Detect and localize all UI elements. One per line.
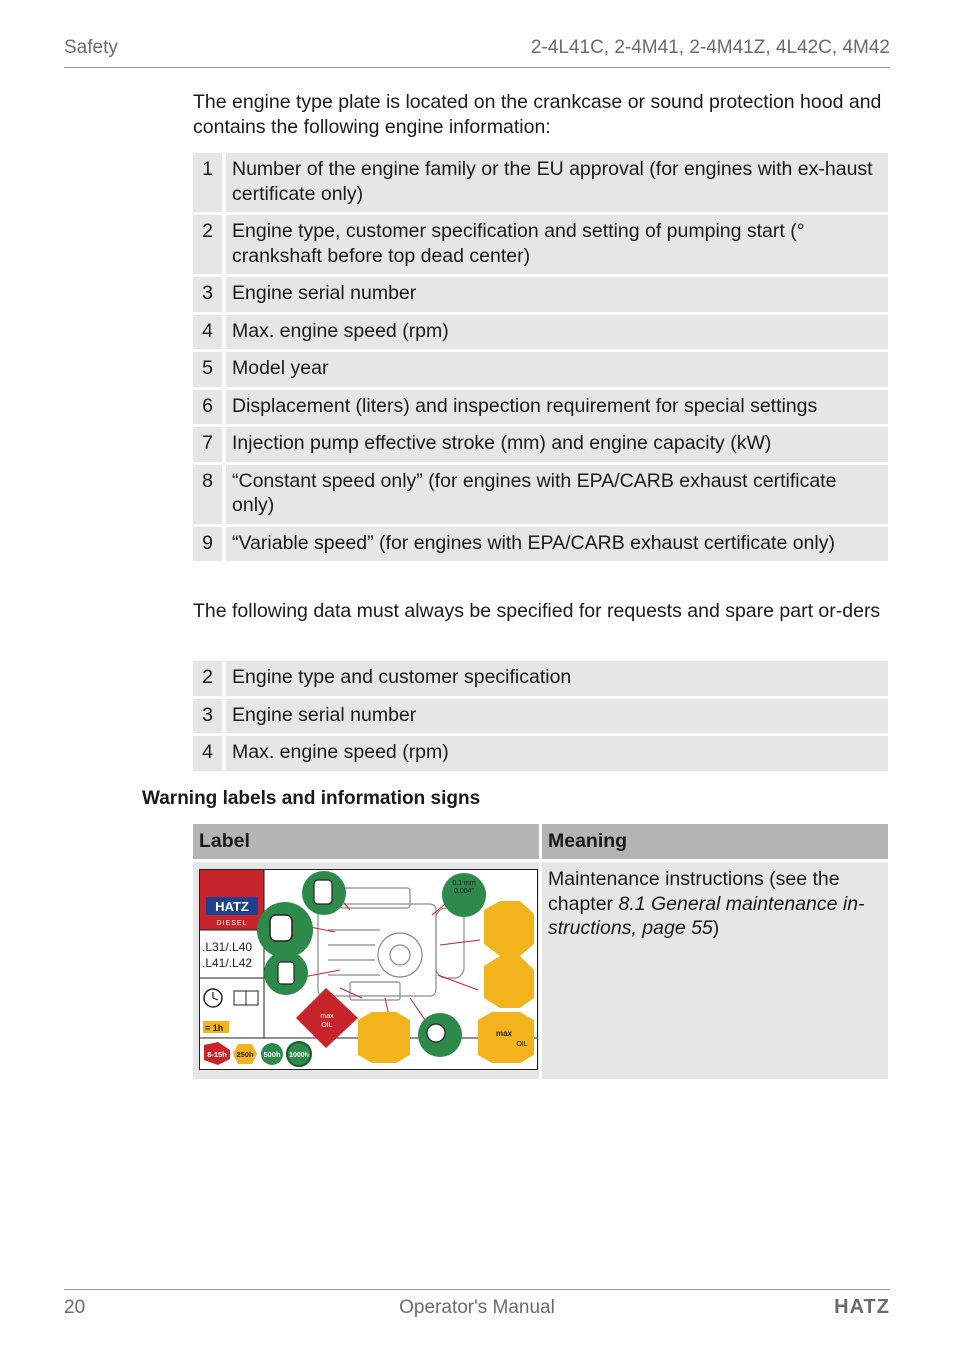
row-number: 8 — [193, 465, 226, 524]
meaning-prefix: Maintenance instructions (see the chapter — [548, 868, 840, 915]
row-text: Engine type, customer specification and setting of pumping start (° crankshaft before top dead center) — [226, 215, 888, 274]
meaning-text — [542, 862, 888, 941]
oil-max-text: max — [495, 1029, 513, 1038]
row-text: Engine serial number — [226, 699, 888, 734]
hatz-logo-text: HATZ — [215, 899, 249, 914]
row-text: Number of the engine family or the EU approval (for engines with ex-haust certificate only) — [226, 153, 888, 212]
label-cell — [193, 862, 539, 1079]
footer-title: Operator's Manual — [399, 1297, 555, 1318]
footer-rule — [64, 1289, 890, 1290]
maintenance-label-drawing — [200, 870, 537, 1069]
row-number: 6 — [193, 390, 226, 425]
row-text: “Constant speed only” (for engines with EPA/CARB exhaust certificate only) — [226, 465, 888, 524]
table-row — [193, 390, 888, 425]
hour-badge-text: = 1h — [205, 1023, 224, 1033]
wrench-symbol — [484, 956, 534, 1008]
meaning-cell — [542, 862, 888, 1079]
row-text: “Variable speed” (for engines with EPA/CARB exhaust certificate only) — [226, 527, 888, 562]
interval-500h: 500h — [263, 1050, 281, 1059]
table-row — [193, 427, 888, 462]
row-text: Injection pump effective stroke (mm) and engine capacity (kW) — [226, 427, 888, 462]
meaning-reference[interactable]: 8.1 General maintenance in-structions, page 55 — [548, 892, 865, 939]
row-text: Displacement (liters) and inspection requirement for special settings — [226, 390, 888, 425]
row-number: 3 — [193, 277, 226, 312]
oil-warning-label: OIL — [321, 1022, 333, 1029]
header-models: 2-4L41C, 2-4M41, 2-4M41Z, 4L42C, 4M42 — [530, 37, 890, 58]
footer-page-number: 20 — [64, 1297, 86, 1318]
valve-clearance-in: 0.004" — [453, 888, 475, 895]
model-line-2: .L41/.L42 — [202, 956, 253, 970]
table-row — [193, 315, 888, 350]
cleaning-symbol — [484, 901, 534, 956]
table-row — [193, 699, 888, 734]
model-line-1: .L31/.L40 — [202, 940, 253, 954]
row-number: 7 — [193, 427, 226, 462]
row-number: 4 — [193, 736, 226, 771]
interval-250h: 250h — [236, 1050, 254, 1059]
header-section: Safety — [64, 37, 118, 58]
order-paragraph: The following data must always be specified for requests and spare part or-ders — [193, 600, 881, 622]
row-number: 4 — [193, 315, 226, 350]
diesel-text: DIESEL — [216, 920, 248, 927]
type-plate-table — [193, 150, 888, 564]
interval-8-15h: 8-15h — [207, 1050, 227, 1059]
warning-table — [193, 824, 888, 1079]
row-text: Engine type and customer specification — [226, 661, 888, 696]
table-row — [193, 153, 888, 212]
table-row — [193, 215, 888, 274]
warning-heading: Warning labels and information signs — [142, 788, 481, 809]
table-row — [193, 527, 888, 562]
row-number: 1 — [193, 153, 226, 212]
col-label-header: Label — [193, 824, 539, 859]
interval-1000h: 1000h — [289, 1052, 309, 1059]
col-meaning-header: Meaning — [542, 824, 888, 859]
row-number: 9 — [193, 527, 226, 562]
footer-brand: HATZ — [834, 1296, 890, 1318]
valve-clearance-mm: 0.1 mm — [452, 880, 476, 887]
table-row — [193, 352, 888, 387]
cooling-check-symbol — [358, 1012, 410, 1063]
meaning-suffix: ) — [712, 917, 720, 939]
table-row — [193, 277, 888, 312]
header-rule — [64, 67, 890, 68]
oil-label-text: OIL — [516, 1041, 528, 1048]
row-number: 2 — [193, 661, 226, 696]
row-text: Engine serial number — [226, 277, 888, 312]
oil-warning-max: max — [320, 1013, 334, 1020]
table-row — [193, 661, 888, 696]
table-row — [193, 465, 888, 524]
table-row — [193, 736, 888, 771]
order-table — [193, 658, 888, 774]
row-text: Max. engine speed (rpm) — [226, 736, 888, 771]
row-number: 2 — [193, 215, 226, 274]
row-text: Max. engine speed (rpm) — [226, 315, 888, 350]
maintenance-label-image — [199, 869, 538, 1070]
row-number: 5 — [193, 352, 226, 387]
row-text: Model year — [226, 352, 888, 387]
row-number: 3 — [193, 699, 226, 734]
intro-paragraph: The engine type plate is located on the crankcase or sound protection hood and contains the following engine information: — [193, 91, 882, 138]
